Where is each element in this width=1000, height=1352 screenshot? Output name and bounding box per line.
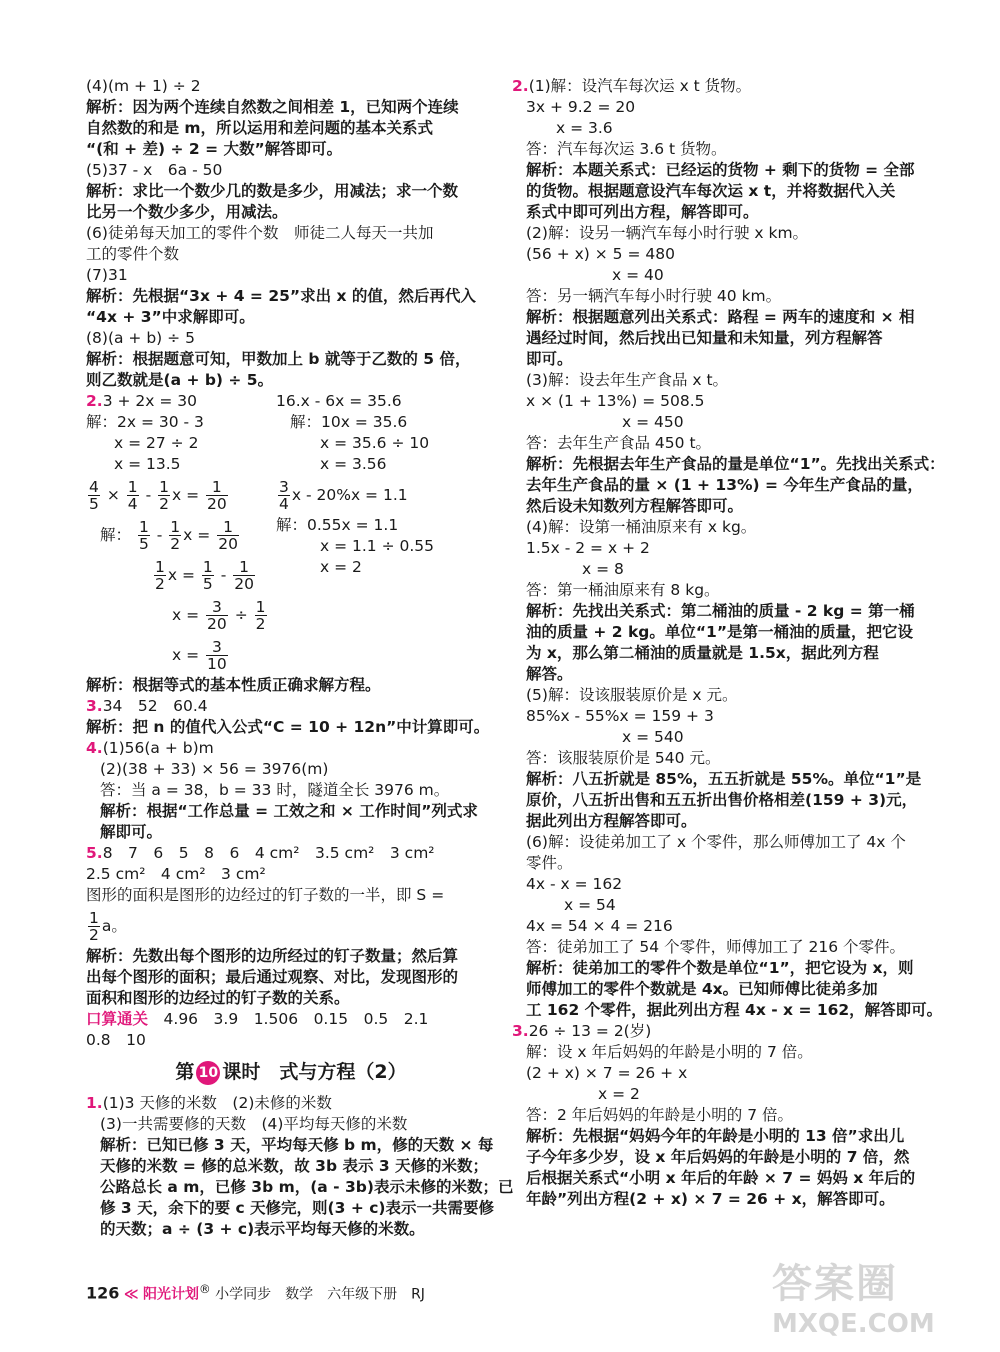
q6-answer-line: 工的零件个数 xyxy=(86,245,180,263)
equation: x = 450 xyxy=(622,413,684,431)
equation: x = 54 xyxy=(564,896,616,914)
lesson-problem1-explanation: 修 3 天，余下的要 c 天修完，则(3 + c)表示一共需要修 xyxy=(100,1199,494,1217)
problem-number: 1. xyxy=(86,1094,103,1112)
answer-line: (2)解：设另一辆汽车每小时行驶 x km。 xyxy=(526,224,809,242)
explanation-line: 子今年多少岁，设 x 年后妈妈的年龄是小明的 7 倍，然 xyxy=(526,1148,910,1166)
brand-name: 阳光计划 xyxy=(142,1286,199,1303)
explanation-line: 遇经过时间，然后找出已知量和未知量，列方程解答 xyxy=(526,329,883,347)
explanation-line: 后根据关系式“小明 x 年后的年龄 × 7 = 妈妈 x 年后的 xyxy=(526,1169,916,1187)
equation: 3x + 9.2 = 20 xyxy=(526,98,636,116)
explanation-line: 解答。 xyxy=(526,665,573,683)
q8-explanation-line: 解析：根据题意可知，甲数加上 b 就等于乙数的 5 倍， xyxy=(86,350,471,368)
q5-explanation-line: 比另一个数少多少，用减法。 xyxy=(86,203,288,221)
lesson-problem1-explanation: 的天数；a ÷ (3 + c)表示平均每天修的米数。 xyxy=(100,1220,425,1238)
explanation-line: 年龄”列出方程(2 + x) × 7 = 26 + x，解答即可。 xyxy=(526,1190,895,1208)
series-title: 小学同步 数学 六年级下册 RJ xyxy=(215,1286,425,1303)
answer-line: (1)解：设汽车每次运 x t 货物。 xyxy=(528,77,752,95)
explanation-line: 解析：徒弟加工的零件个数是单位“1”，把它设为 x，则 xyxy=(526,959,914,977)
problem-number: 3. xyxy=(86,697,103,715)
answer-line: 答：第一桶油原来有 8 kg。 xyxy=(526,581,720,599)
lesson-problem1-answer: (1)3 天修的米数 (2)未修的米数 xyxy=(102,1094,332,1112)
explanation-line: 解析：根据题意列出关系式：路程 = 两车的速度和 × 相 xyxy=(526,308,915,326)
problem5-explanation: 出每个图形的面积；最后通过观察、对比，发现图形的 xyxy=(86,968,459,986)
explanation-line: 解析：八五折就是 85%，五五折就是 55%。单位“1”是 xyxy=(526,770,922,788)
answer-line: 零件。 xyxy=(526,854,573,872)
problem4-answer: 答：当 a = 38，b = 33 时，隧道全长 3976 m。 xyxy=(100,781,450,799)
equation: x = 8 xyxy=(582,560,624,578)
equation: 4x = 54 × 4 = 216 xyxy=(526,917,673,935)
explanation-line: 据此列出方程解答即可。 xyxy=(526,812,697,830)
answer-line: 答：去年生产食品 450 t。 xyxy=(526,434,712,452)
explanation-line: 解析：先根据“妈妈今年的年龄是小明的 13 倍”求出儿 xyxy=(526,1127,905,1145)
lesson-number-badge: 10 xyxy=(196,1061,220,1085)
problem5-answer: 8 7 6 5 8 6 4 cm² 3.5 cm² 3 cm² xyxy=(102,844,435,862)
explanation-line: 系式中即可列出方程，解答即可。 xyxy=(526,203,759,221)
explanation-line: 的货物。根据题意设汽车每次运 x t，并将数据代入关 xyxy=(526,182,896,200)
equation: (2 + x) × 7 = 26 + x xyxy=(526,1064,688,1082)
fraction-equations xyxy=(86,475,496,515)
lesson-problem1-explanation: 解析：已知已修 3 天，平均每天修 b m，修的天数 × 每 xyxy=(100,1136,494,1154)
problem5-answer: 图形的面积是图形的边经过的钉子数的一半，即 S = xyxy=(86,886,445,904)
page-number: 126 xyxy=(86,1283,120,1303)
kousuan-answers: 0.8 10 xyxy=(86,1031,146,1049)
problem5-explanation: 面积和图形的边经过的钉子数的关系。 xyxy=(86,989,350,1007)
fraction-solution-a: 解： $\frac{1}{5}$ - $\frac{1}{2}$ x = $\frac{1}{20}$ $\frac{1}{2}$ x = $\frac{1}{5}$ - $\frac{1}{20}$ x = $\frac{3}{20}$ ÷ $\frac{1}{2}$ x = $\frac{3}{10}$ xyxy=(100,518,266,673)
equation: 26 ÷ 13 = 2(岁) xyxy=(528,1022,652,1040)
explanation-line: 师傅加工的零件个数就是 4x。已知师傅比徒弟多加 xyxy=(526,980,878,998)
kousuan-label: 口算通关 xyxy=(86,1010,149,1028)
q7-explanation-line: “4x + 3”中求解即可。 xyxy=(86,308,255,326)
equation-step: x = 27 ÷ 2 xyxy=(114,434,199,452)
problem2-explanation: 解析：根据等式的基本性质正确求解方程。 xyxy=(86,676,381,694)
equation: 4x - x = 162 xyxy=(526,875,623,893)
answer-line: 答：2 年后妈妈的年龄是小明的 7 倍。 xyxy=(526,1106,794,1124)
problem4-explanation: 解即可。 xyxy=(100,823,163,841)
q4-explanation-line: 解析：因为两个连续自然数之间相差 1，已知两个连续 xyxy=(86,98,459,116)
explanation-line: 即可。 xyxy=(526,350,573,368)
problem2-equations xyxy=(86,391,496,475)
q8-explanation-line: 则乙数就是(a + b) ÷ 5。 xyxy=(86,371,274,389)
answer-line: (4)解：设第一桶油原来有 x kg。 xyxy=(526,518,757,536)
equation: x = 40 xyxy=(612,266,664,284)
q4-explanation-line: “(和 + 差) ÷ 2 = 大数”解答即可。 xyxy=(86,140,343,158)
equation: 16.x - 6x = 35.6 xyxy=(276,392,402,410)
answer-line: (5)解：设该服装原价是 x 元。 xyxy=(526,686,738,704)
equation-step: x = 3.56 xyxy=(320,455,387,473)
problem-number: 2. xyxy=(86,392,103,410)
watermark-text: 答案圈 xyxy=(772,1261,898,1307)
equation-step: 解：2x = 30 - 3 xyxy=(86,413,204,431)
equation: x = 540 xyxy=(622,728,684,746)
right-column xyxy=(512,76,945,1210)
problem4-explanation: 解析：根据“工作总量 = 工效之和 × 工作时间”列式求 xyxy=(100,802,478,820)
problem-number: 4. xyxy=(86,739,103,757)
q4-explanation-line: 自然数的和是 m，所以运用和差问题的基本关系式 xyxy=(86,119,434,137)
explanation-line: 原价，八五折出售和五五折出售价格相差(159 + 3)元， xyxy=(526,791,918,809)
answer-line: 解：设 x 年后妈妈的年龄是小明的 7 倍。 xyxy=(526,1043,813,1061)
problem3-answer: 34 52 60.4 xyxy=(102,697,208,715)
problem3-explanation: 解析：把 n 的值代入公式“C = 10 + 12n”中计算即可。 xyxy=(86,718,490,736)
problem4-answer: (1)56(a + b)m xyxy=(102,739,214,757)
left-column xyxy=(86,76,514,1240)
fraction-solution-b: 解：0.55x = 1.1 x = 1.1 ÷ 0.55 x = 2 xyxy=(276,516,435,576)
problem-number: 5. xyxy=(86,844,103,862)
equation: x = 2 xyxy=(598,1085,640,1103)
problem5-formula: $\frac{1}{2}$ a。 xyxy=(89,909,127,944)
watermark-logo xyxy=(772,1252,972,1339)
lesson-problem1-answer: (3)一共需要修的天数 (4)平均每天修的米数 xyxy=(100,1115,408,1133)
answer-line: (3)解：设去年生产食品 x t。 xyxy=(526,371,729,389)
explanation-line: 去年生产食品的量 × (1 + 13%) = 今年生产食品的量， xyxy=(526,476,923,494)
lesson-title: 第 10 课时 式与方程（2） xyxy=(175,1061,407,1083)
answer-line: 答：该服装原价是 540 元。 xyxy=(526,749,721,767)
q5-explanation-line: 解析：求比一个数少几的数是多少，用减法；求一个数 xyxy=(86,182,459,200)
lesson-problem1-explanation: 公路总长 a m，已修 3b m，(a - 3b)表示未修的米数；已 xyxy=(100,1178,514,1196)
q4-answer: (4)(m + 1) ÷ 2 xyxy=(86,77,201,95)
equation: x = 3.6 xyxy=(556,119,613,137)
q7-explanation-line: 解析：先根据“3x + 4 = 25”求出 x 的值，然后再代入 xyxy=(86,287,476,305)
explanation-line: 油的质量 + 2 kg。单位“1”是第一桶油的质量，把它设 xyxy=(526,623,914,641)
equation: 3 + 2x = 30 xyxy=(102,392,197,410)
fraction-solutions xyxy=(86,515,496,675)
registered-mark: ® xyxy=(198,1282,211,1296)
explanation-line: 为 x，那么第二桶油的质量就是 1.5x，据此列方程 xyxy=(526,644,879,662)
lesson-problem1-explanation: 天修的米数 = 修的总米数，故 3b 表示 3 天修的米数； xyxy=(100,1157,489,1175)
explanation-line: 工 162 个零件，据此列出方程 4x - x = 162，解答即可。 xyxy=(526,1001,943,1019)
equation-step: x = 35.6 ÷ 10 xyxy=(320,434,430,452)
answer-line: 答：汽车每次运 3.6 t 货物。 xyxy=(526,140,727,158)
answer-line: 答：另一辆汽车每小时行驶 40 km。 xyxy=(526,287,782,305)
explanation-line: 解析：本题关系式：已经运的货物 + 剩下的货物 = 全部 xyxy=(526,161,915,179)
problem4-answer: (2)(38 + 33) × 56 = 3976(m) xyxy=(100,760,329,778)
q5-answer: (5)37 - x 6a - 50 xyxy=(86,161,223,179)
answer-line: 答：徒弟加工了 54 个零件，师傅加工了 216 个零件。 xyxy=(526,938,906,956)
problem-number: 3. xyxy=(512,1022,529,1040)
q8-answer: (8)(a + b) ÷ 5 xyxy=(86,329,195,347)
page-footer xyxy=(86,1282,425,1304)
equation: x × (1 + 13%) = 508.5 xyxy=(526,392,705,410)
explanation-line: 解析：先根据去年生产食品的量是单位“1”。先找出关系式： xyxy=(526,455,945,473)
explanation-line: 然后设未知数列方程解答即可。 xyxy=(526,497,744,515)
watermark-url: MXQE.COM xyxy=(772,1309,935,1339)
problem5-answer: 2.5 cm² 4 cm² 3 cm² xyxy=(86,865,266,883)
kousuan-answers: 4.96 3.9 1.506 0.15 0.5 2.1 xyxy=(163,1010,429,1028)
answer-line: (6)解：设徒弟加工了 x 个零件，那么师傅加工了 4x 个 xyxy=(526,833,906,851)
fraction-equation-a: $\frac{4}{5}$ × $\frac{1}{4}$ - $\frac{1}{2}$ x = $\frac{1}{20}$ xyxy=(89,478,227,513)
equation-step: 解：10x = 35.6 xyxy=(290,413,408,431)
explanation-line: 解析：先找出关系式：第二桶油的质量 - 2 kg = 第一桶 xyxy=(526,602,915,620)
double-arrow-icon: ≪ xyxy=(123,1286,139,1303)
fraction-equation-b: $\frac{3}{4}$ x - 20%x = 1.1 xyxy=(279,478,408,513)
equation-step: x = 13.5 xyxy=(114,455,181,473)
equation: (56 + x) × 5 = 480 xyxy=(526,245,675,263)
problem-number: 2. xyxy=(512,77,529,95)
equation: 1.5x - 2 = x + 2 xyxy=(526,539,650,557)
equation: 85%x - 55%x = 159 + 3 xyxy=(526,707,714,725)
q7-answer: (7)31 xyxy=(86,266,128,284)
q6-answer-line: (6)徒弟每天加工的零件个数 师徒二人每天一共加 xyxy=(86,224,434,242)
problem5-explanation: 解析：先数出每个图形的边所经过的钉子数量；然后算 xyxy=(86,947,459,965)
